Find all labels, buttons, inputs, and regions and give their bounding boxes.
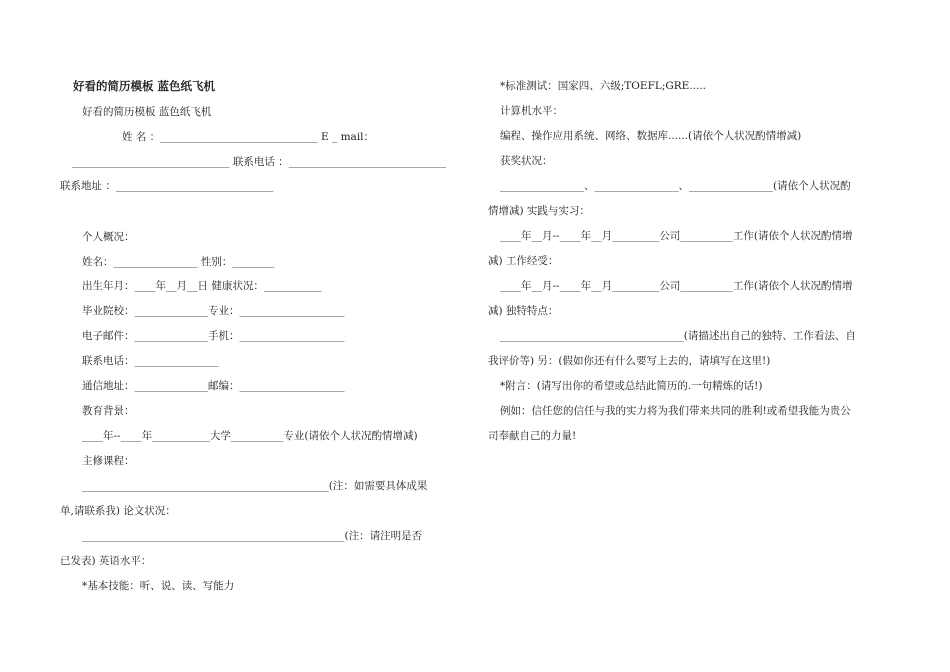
courses-heading: 主修课程：	[82, 455, 135, 467]
subtitle: 好看的简历模板 蓝色纸飞机	[82, 106, 212, 118]
note-line: *附言：(请写出你的希望或总结此简历的.一句精炼的话!)	[500, 380, 763, 392]
awards-line: ________________、________________、________________(请依个人状况酌	[500, 180, 851, 192]
contact-phone-line: 联系电话：________________	[82, 355, 219, 367]
school-major-line: 毕业院校：______________专业：____________________	[82, 305, 345, 317]
basic-skill-line: *基本技能：听、说、读、写能力	[82, 580, 235, 592]
traits-wrap-line: 我评价等) 另：(假如你还有什么要写上去的，请填写在这里!)	[488, 355, 771, 367]
standard-test-line: *标准测试：国家四、六级;TOEFL;GRE.....	[500, 80, 707, 92]
example-wrap-line: 司奉献自己的力量!	[488, 430, 577, 442]
practice-line: ____年__月--____年__月_________公司__________工作(请依个人状况酌情增	[500, 230, 853, 242]
name-gender-line: 姓名：________________ 性别：________	[82, 256, 275, 268]
computer-heading: 计算机水平：	[500, 105, 563, 117]
work-line: ____年__月--____年__月_________公司__________工作(请依个人状况酌情增	[500, 280, 853, 292]
address-line: 联系地址 ：______________________________	[60, 180, 274, 192]
education-line: ____年--____年___________大学__________专业(请依个人状况酌情增减)	[82, 430, 418, 442]
birth-health-line: 出生年月：____年__月__日 健康状况：___________	[82, 280, 322, 292]
page-title: 好看的简历模板 蓝色纸飞机	[73, 79, 216, 93]
example-line: 例如：信任您的信任与我的实力将为我们带来共同的胜利!或希望我能为贵公	[500, 405, 851, 417]
traits-line: ___________________________________(请描述出自己的独特、工作看法、自	[500, 330, 856, 342]
overview-heading: 个人概况：	[82, 231, 135, 243]
email-mobile-line: 电子邮件：______________手机：____________________	[82, 330, 345, 342]
computer-detail-line: 编程、操作应用系统、网络、数据库......(请依个人状况酌情增减)	[500, 130, 802, 142]
paper-wrap-line: 已发表) 英语水平：	[60, 555, 152, 567]
work-wrap-line: 减) 独特特点：	[488, 305, 559, 317]
name-email-line: 姓 名 ：______________________________ E _ mail：	[122, 131, 375, 143]
courses-line: _______________________________________________(注：如需要具体成果	[82, 480, 428, 492]
paper-line: __________________________________________________(注：请注明是否	[82, 530, 423, 542]
mail-postcode-line: 通信地址：______________邮编：____________________	[82, 380, 345, 392]
education-heading: 教育背景：	[82, 405, 135, 417]
awards-wrap-line: 情增减) 实践与实习：	[488, 205, 590, 217]
awards-heading: 获奖状况：	[500, 155, 553, 167]
courses-wrap-line: 单,请联系我) 论文状况：	[60, 505, 176, 517]
email-phone-line: ______________________________ 联系电话 ：______________________________	[72, 156, 447, 168]
practice-wrap-line: 减) 工作经受：	[488, 255, 559, 267]
